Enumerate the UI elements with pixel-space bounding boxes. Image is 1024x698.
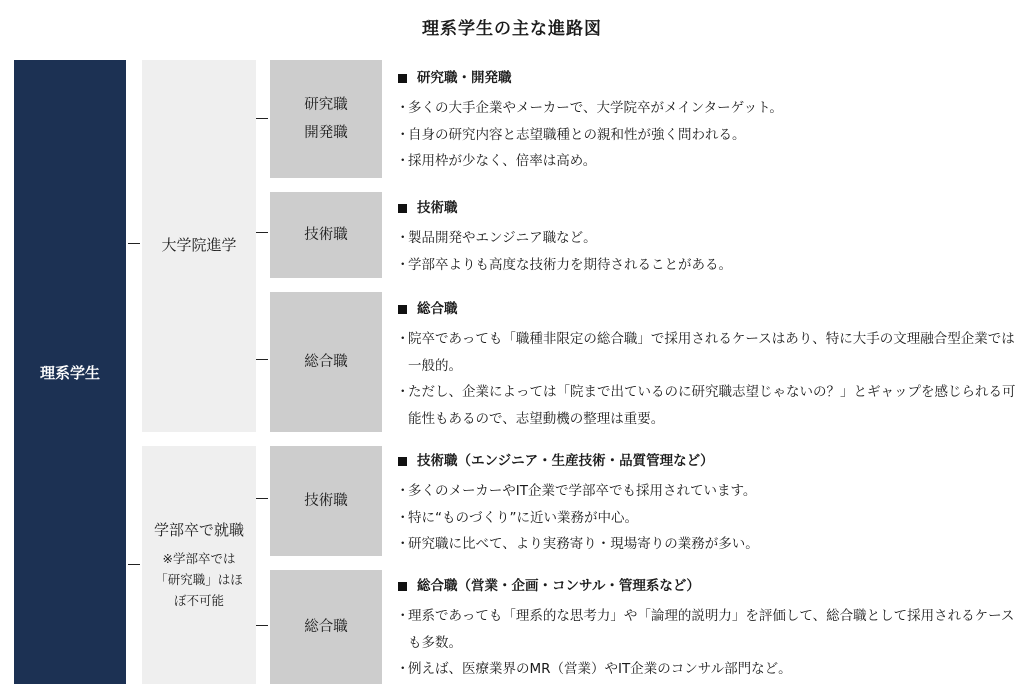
branch-note-line: 「研究職」はほ [155,572,243,587]
description-heading: 総合職 [396,299,1016,320]
leaf-label-line: 技術職 [304,492,348,509]
description-bullet: ・ 製品開発やエンジニア職など。 [396,230,597,246]
description-engineering-grad [396,198,1016,278]
square-bullet-icon [398,74,407,83]
connector-branch-1-leaf-2 [256,232,268,233]
connector-root-branch-2 [128,564,140,565]
connector-root-branch-1 [128,243,140,244]
description-heading: 技術職（エンジニア・生産技術・品質管理など） [396,451,1016,472]
description-bullet: ・ 理系であっても「理系的な思考力」や「論理的説明力」を評価して、総合職として採用されるケースも多数。 [396,608,1015,651]
description-bullet: ・ 院卒であっても「職種非限定の総合職」で採用されるケースはあり、特に大手の文理融合型企業では一般的。 [396,331,1015,374]
description-bullet: ・ 特に“ものづくり”に近い業務が中心。 [396,509,638,526]
leaf-node-research-development [270,60,382,178]
branch-node-undergrad-employment [142,446,256,684]
description-heading: 総合職（営業・企画・コンサル・管理系など） [396,576,1016,597]
leaf-node-general-grad [270,292,382,432]
description-engineering-undergrad [396,451,1016,558]
description-bullet: ・ 学部卒よりも高度な技術力を期待されることがある。 [396,256,732,273]
leaf-node-general-undergrad [270,570,382,684]
branch-note-line: ぼ不可能 [173,593,224,609]
leaf-node-engineering-grad [270,192,382,278]
description-research-development [396,68,1016,175]
description-bullet: ・ 多くのメーカーやIT企業で学部卒でも採用されています。 [396,483,757,499]
description-heading: 技術職 [396,198,1016,219]
square-bullet-icon [398,204,407,213]
description-bullet: ・ 研究職に比べて、より実務寄り・現場寄りの業務が多い。 [396,536,759,552]
branch-label: 学部卒で就職 [153,520,244,539]
root-node [14,60,126,684]
connector-branch-2-leaf-1 [256,498,268,499]
leaf-label-line: 総合職 [304,353,348,370]
description-bullet: ・ 例えば、医療業界のMR（営業）やIT企業のコンサル部門など。 [396,661,792,677]
connector-branch-1-leaf-3 [256,359,268,360]
leaf-node-engineering-undergrad [270,446,382,556]
leaf-label-line: 技術職 [304,226,348,243]
description-bullet: ・ 採用枠が少なく、倍率は高め。 [396,153,597,169]
connector-branch-2-leaf-2 [256,625,268,626]
branch-note [155,548,243,612]
description-heading: 研究職・開発職 [396,68,1016,89]
branch-node-graduate-school [142,60,256,432]
branch-note-line: ※学部卒では [162,550,236,566]
branch-label: 大学院進学 [161,236,237,255]
diagram-title: 理系学生の主な進路図 [422,19,602,39]
leaf-label-line: 研究職 [304,96,348,113]
description-bullet: ・ ただし、企業によっては「院まで出ているのに研究職志望じゃないの？」とギャップを感じられる可能性もあるので、志望動機の整理は重要。 [396,384,1016,427]
description-bullet: ・ 多くの大手企業やメーカーで、大学院卒がメインターゲット。 [396,100,783,116]
description-bullet: ・ 自身の研究内容と志望職種との親和性が強く問われる。 [396,126,746,143]
leaf-label-line: 開発職 [304,125,348,141]
connector-branch-1-leaf-1 [256,118,268,119]
square-bullet-icon [398,305,407,314]
description-general-grad [396,299,1016,432]
description-general-undergrad [396,576,1016,683]
root-node-label: 理系学生 [39,363,100,382]
leaf-label-line: 総合職 [304,618,348,635]
square-bullet-icon [398,457,407,466]
square-bullet-icon [398,582,407,591]
